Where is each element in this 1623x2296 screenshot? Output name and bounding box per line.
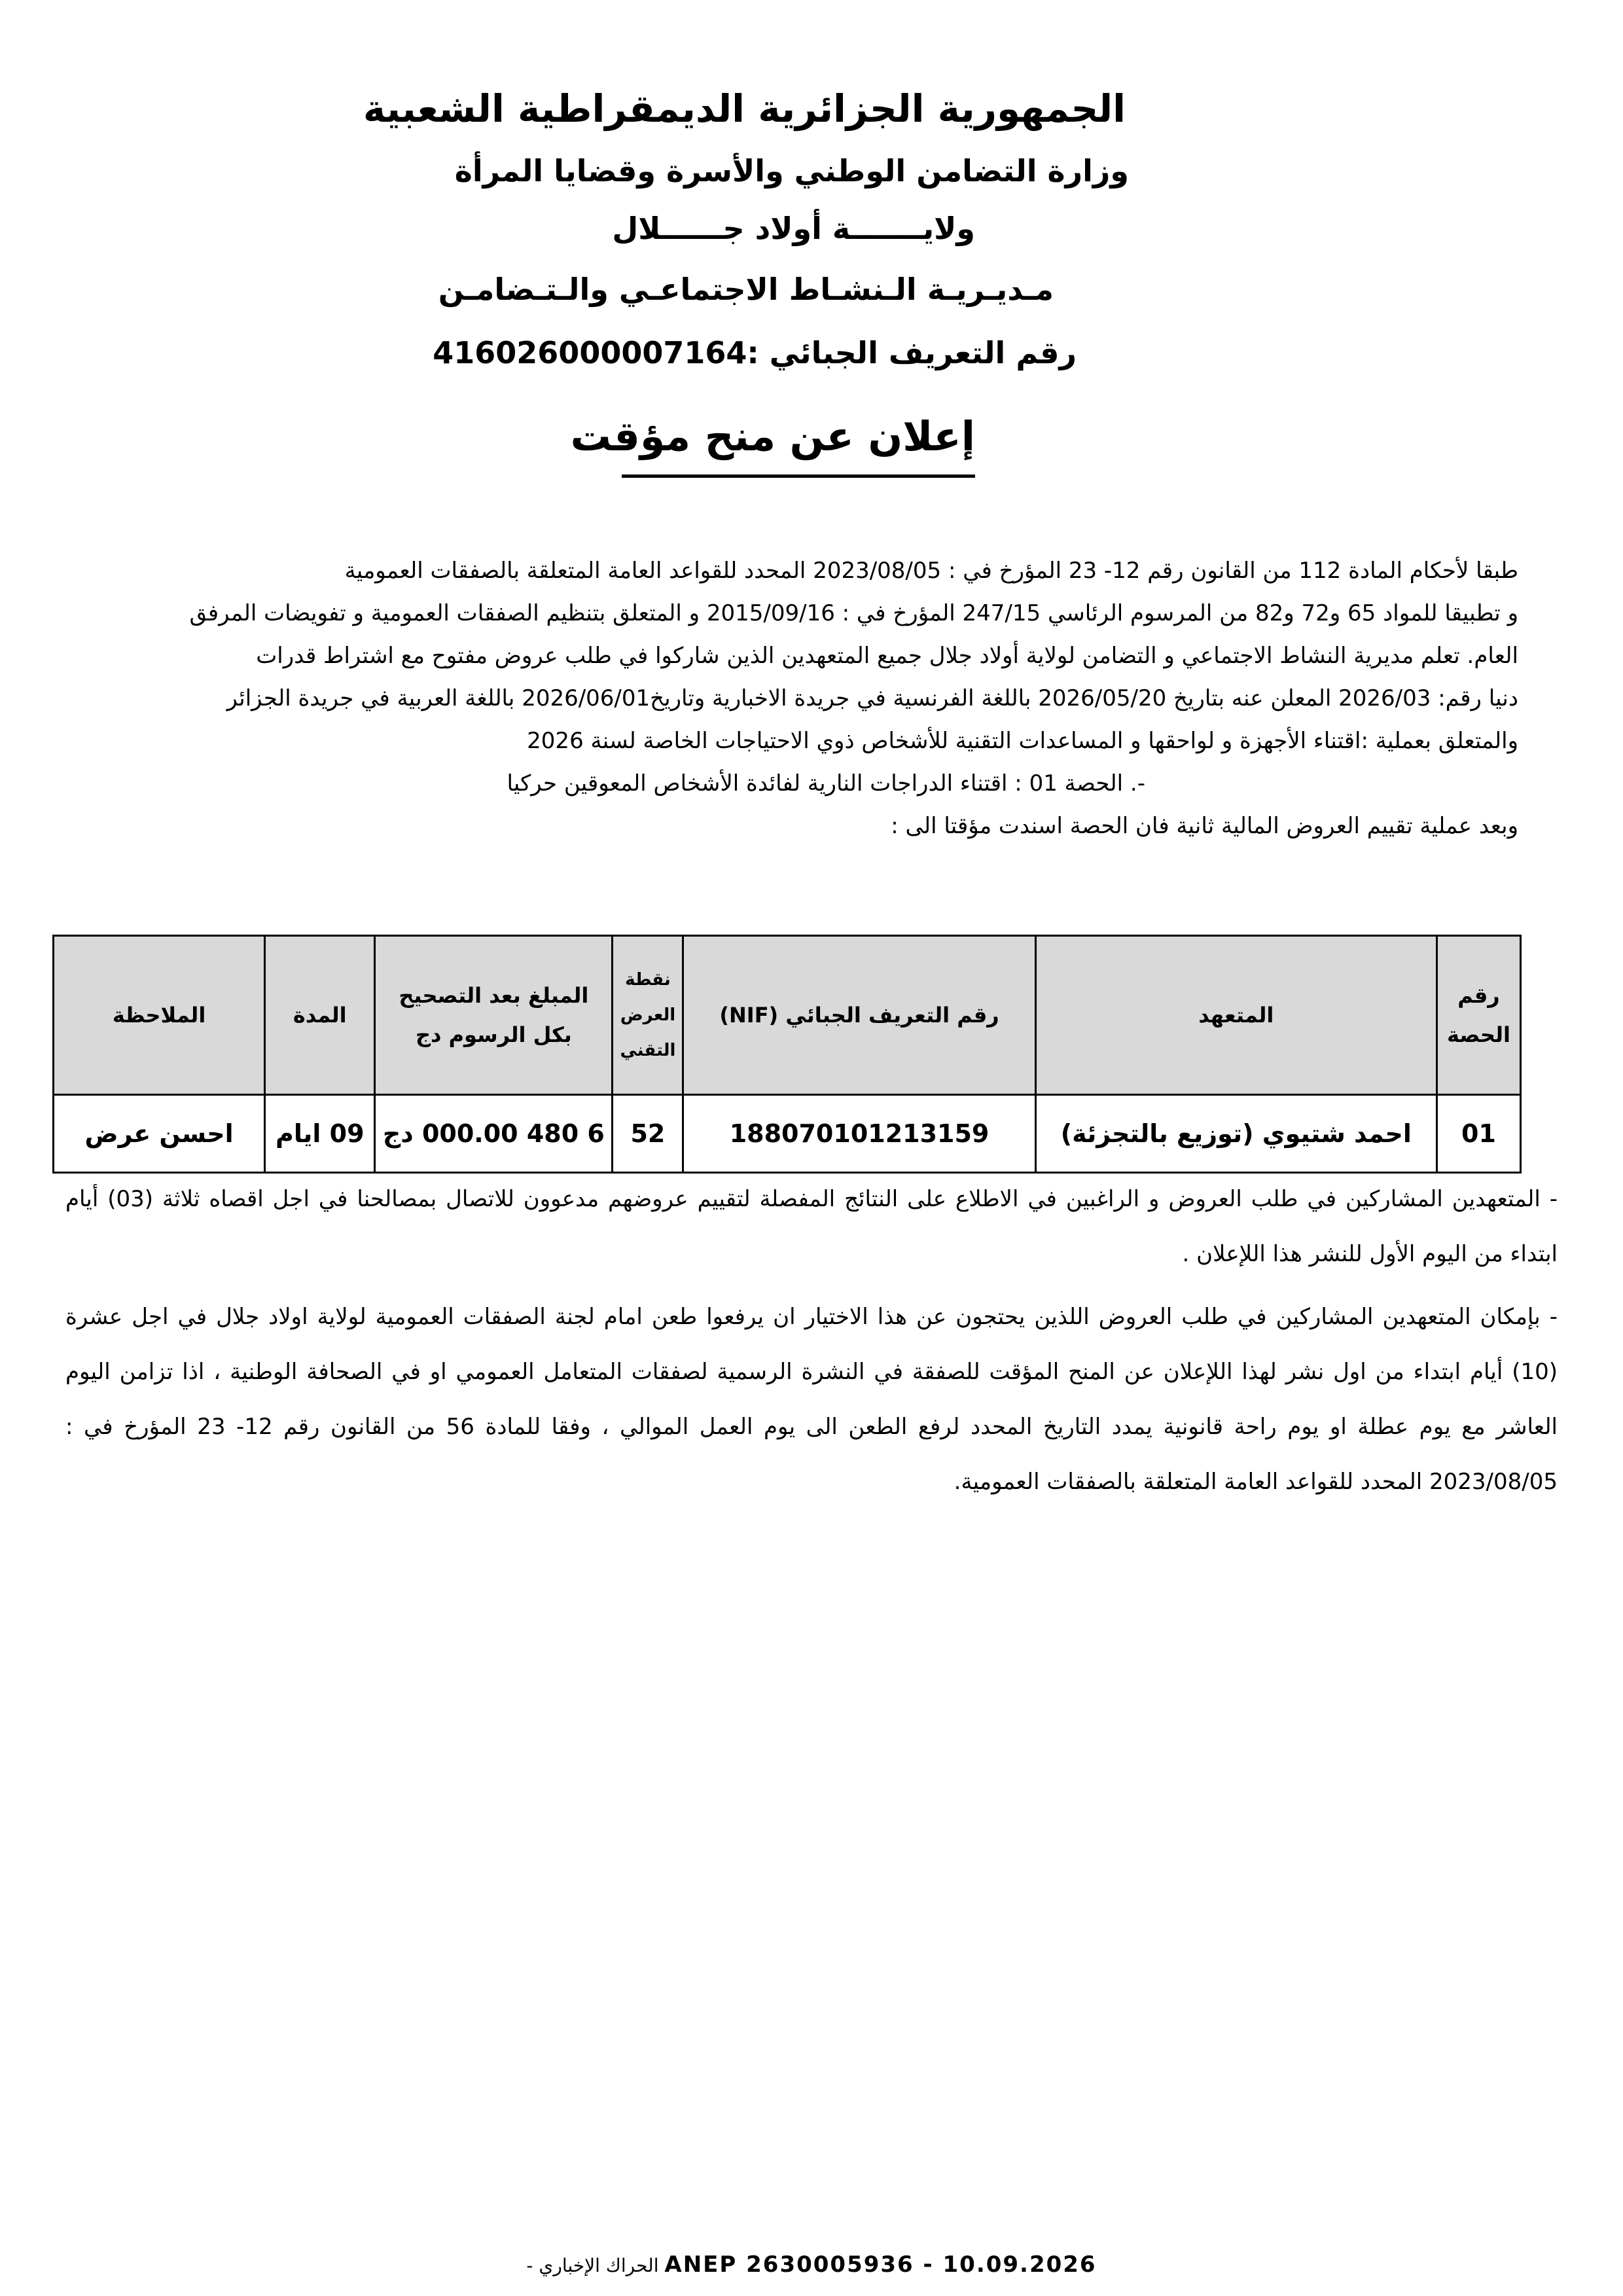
- publication-footer: [0, 2251, 1623, 2278]
- table-row: [54, 1095, 1521, 1173]
- header-bidder: المتعهد: [1035, 936, 1436, 1095]
- intro-line: طبقا لأحكام المادة 112 من القانون رقم 12- 23 المؤرخ في : 2023/08/05 المحدد للقواعد العامة المتعلقة بالصفقات العمومية: [344, 558, 1518, 584]
- province-name: ولايـــــــة أولاد جــــــلال: [612, 211, 975, 246]
- intro-line: و تطبيقا للمواد 65 و72 و82 من المرسوم الرئاسي 247/15 المؤرخ في : 2015/09/16 و المتعلق بتنظيم الصفقات العمومية و تفويضات المرفق: [189, 600, 1518, 626]
- cell-duration: 09 ايام: [265, 1095, 375, 1173]
- ministry-name: وزارة التضامن الوطني والأسرة وقضايا المرأة: [454, 153, 1129, 188]
- footer-source: الحراك الإخباري -: [526, 2255, 659, 2276]
- cell-lot: 01: [1436, 1095, 1520, 1173]
- header-amount: المبلغ بعد التصحيح بكل الرسوم دج: [375, 936, 613, 1095]
- closing-paragraphs: [65, 1172, 1558, 1509]
- appeal-paragraph: - بإمكان المتعهدين المشاركين في طلب العروض اللذين يحتجون عن هذا الاختيار ان يرفعوا طعن امام لجنة الصفقات العمومية لولاية اولاد جلال في اجل عشرة (10) أيام ابتداء من اول نشر لهذا اللإعلان عن المنح المؤقت للصفقة في النشرة الرسمية لصفقات المتعامل العمومي او في الصحافة الوطنية ، اذا تزامن اليوم العاشر مع يوم عطلة او يوم راحة قانونية يمدد التاريخ المحدد لرفع الطعن الى يوم العمل الموالي ، وفقا للمادة 56 من القانون رقم 12- 23 المؤرخ في : 2023/08/05 المحدد للقواعد العامة المتعلقة بالصفقات العمومية.: [65, 1304, 1558, 1495]
- lot-description: -. الحصة 01 : اقتناء الدراجات النارية لفائدة الأشخاص المعوقين حركيا: [507, 770, 1145, 797]
- cell-remark: احسن عرض: [54, 1095, 265, 1173]
- table-header-row: [54, 936, 1521, 1095]
- footer-reference: ANEP 2630005936 - 10.09.2026: [664, 2251, 1097, 2278]
- tax-id-value: 416026000007164: [433, 335, 747, 370]
- cell-nif: 188070101213159: [683, 1095, 1035, 1173]
- intro-line: والمتعلق بعملية :اقتناء الأجهزة و لواحقها و المساعدات التقنية للأشخاص ذوي الاحتياجات الخاصة لسنة 2026: [527, 728, 1518, 754]
- country-name: الجمهورية الجزائرية الديمقراطية الشعبية: [363, 86, 1126, 131]
- tax-id-label: رقم التعريف الجبائي :: [747, 335, 1077, 370]
- intro-paragraph: [65, 550, 1558, 848]
- header-nif: رقم التعريف الجبائي (NIF): [683, 936, 1035, 1095]
- tax-id-line: [433, 335, 1077, 370]
- announcement-title: إعلان عن منح مؤقت: [622, 412, 975, 478]
- header-remark: الملاحظة: [54, 936, 265, 1095]
- directorate-name: مـديـريـة الـنشـاط الاجتماعـي والـتـضامـن: [438, 272, 1054, 307]
- award-table: [52, 935, 1522, 1174]
- cell-amount: 6 480 000.00 دج: [375, 1095, 613, 1173]
- header-lot: رقم الحصة: [1436, 936, 1520, 1095]
- cell-bidder: احمد شتيوي (توزيع بالتجزئة): [1035, 1095, 1436, 1173]
- intro-line: العام. تعلم مديرية النشاط الاجتماعي و التضامن لولاية أولاد جلال جميع المتعهدين الذين شاركوا في طلب عروض مفتوح مع اشتراط قدرات: [256, 643, 1518, 669]
- cell-score: 52: [613, 1095, 683, 1173]
- results-consultation-paragraph: - المتعهدين المشاركين في طلب العروض و الراغبين في الاطلاع على النتائج المفصلة لتقييم عروضهم مدعوون للاتصال بمصالحنا في اجل اقصاه ثلاثة (03) أيام ابتداء من اليوم الأول للنشر هذا اللإعلان .: [65, 1186, 1558, 1267]
- header-score: نقطة العرض التقني: [613, 936, 683, 1095]
- award-intro: وبعد عملية تقييم العروض المالية ثانية فان الحصة اسندت مؤقتا الى :: [891, 813, 1518, 839]
- intro-line: دنيا رقم: 2026/03 المعلن عنه بتاريخ 2026/05/20 باللغة الفرنسية في جريدة الاخبارية وتاريخ2026/06/01 باللغة العربية في جريدة الجزائر: [226, 685, 1518, 711]
- header-duration: المدة: [265, 936, 375, 1095]
